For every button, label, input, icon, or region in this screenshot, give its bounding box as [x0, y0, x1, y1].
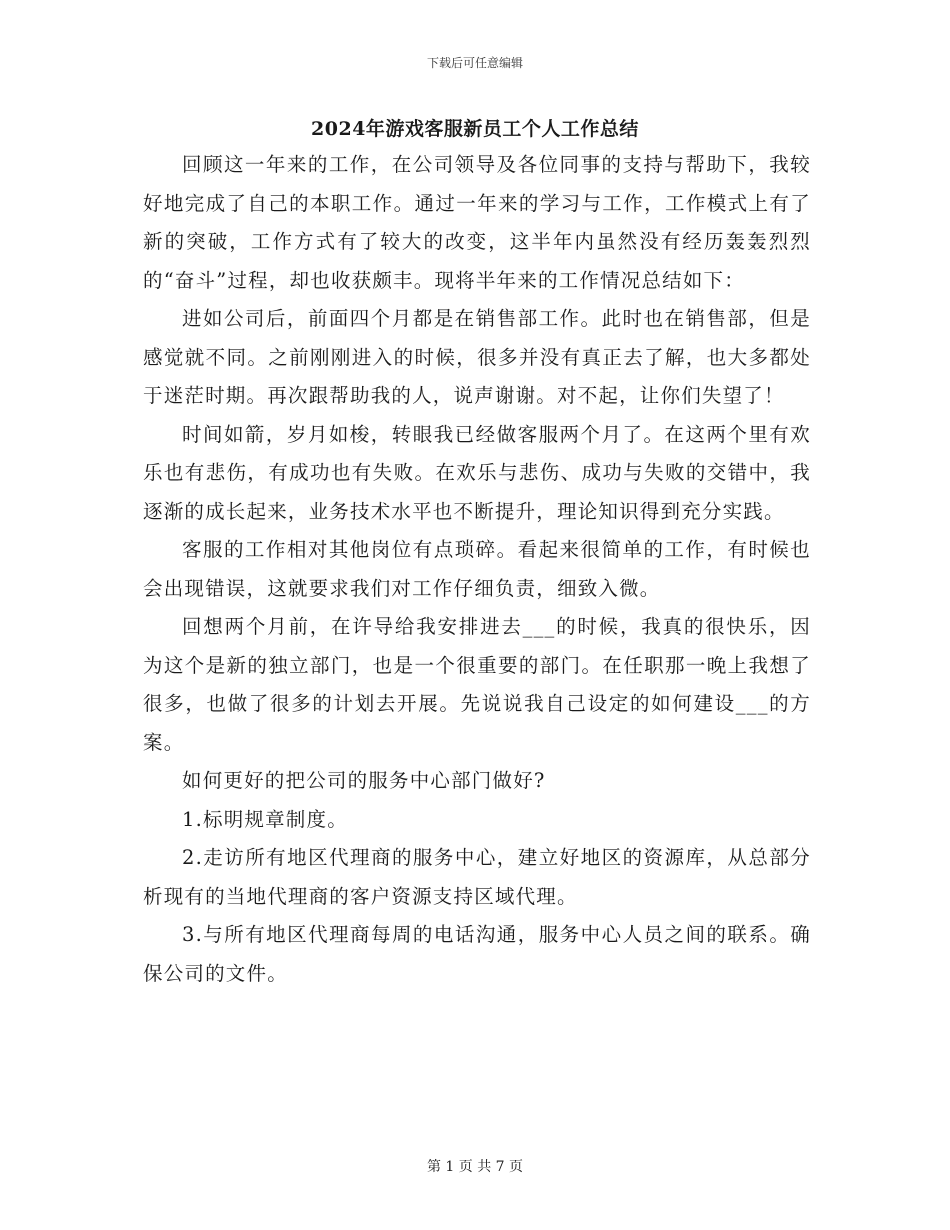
document-body: [143, 146, 811, 993]
paragraph: 客服的工作相对其他岗位有点琐碎。看起来很简单的工作，有时候也会出现错误，这就要求我们对工作仔细负责，细致入微。: [143, 538, 811, 600]
paragraph: 进如公司后，前面四个月都是在销售部工作。此时也在销售部，但是感觉就不同。之前刚刚进入的时候，很多并没有真正去了解，也大多都处于迷茫时期。再次跟帮助我的人，说声谢谢。对不起，让你们失望了！: [143, 307, 811, 407]
paragraph: 回想两个月前，在许导给我安排进去___的时候，我真的很快乐，因为这个是新的独立部门，也是一个很重要的部门。在任职那一晚上我想了很多，也做了很多的计划去开展。先说说我自己设定的如何建设___的方案。: [143, 615, 811, 754]
list-item: 1.标明规章制度。: [182, 807, 348, 831]
list-item: 2.走访所有地区代理商的服务中心，建立好地区的资源库，从总部分析现有的当地代理商的客户资源支持区域代理。: [143, 846, 811, 908]
page-header-note: 下载后可任意编辑: [426, 56, 523, 70]
list-item: 3.与所有地区代理商每周的电话沟通，服务中心人员之间的联系。确保公司的文件。: [143, 923, 811, 985]
page-number: 第 1 页 共 7 页: [426, 1159, 524, 1175]
paragraph: 回顾这一年来的工作，在公司领导及各位同事的支持与帮助下，我较好地完成了自己的本职工作。通过一年来的学习与工作，工作模式上有了新的突破，工作方式有了较大的改变，这半年内虽然没有经历轰轰烈烈的“奋斗”过程，却也收获颇丰。现将半年来的工作情况总结如下：: [143, 153, 811, 292]
paragraph: 如何更好的把公司的服务中心部门做好?: [182, 769, 546, 792]
document-title: 2024年游戏客服新员工个人工作总结: [311, 118, 639, 140]
paragraph: 时间如箭，岁月如梭，转眼我已经做客服两个月了。在这两个里有欢乐也有悲伤，有成功也有失败。在欢乐与悲伤、成功与失败的交错中，我逐渐的成长起来，业务技术水平也不断提升，理论知识得到充分实践。: [143, 422, 811, 523]
